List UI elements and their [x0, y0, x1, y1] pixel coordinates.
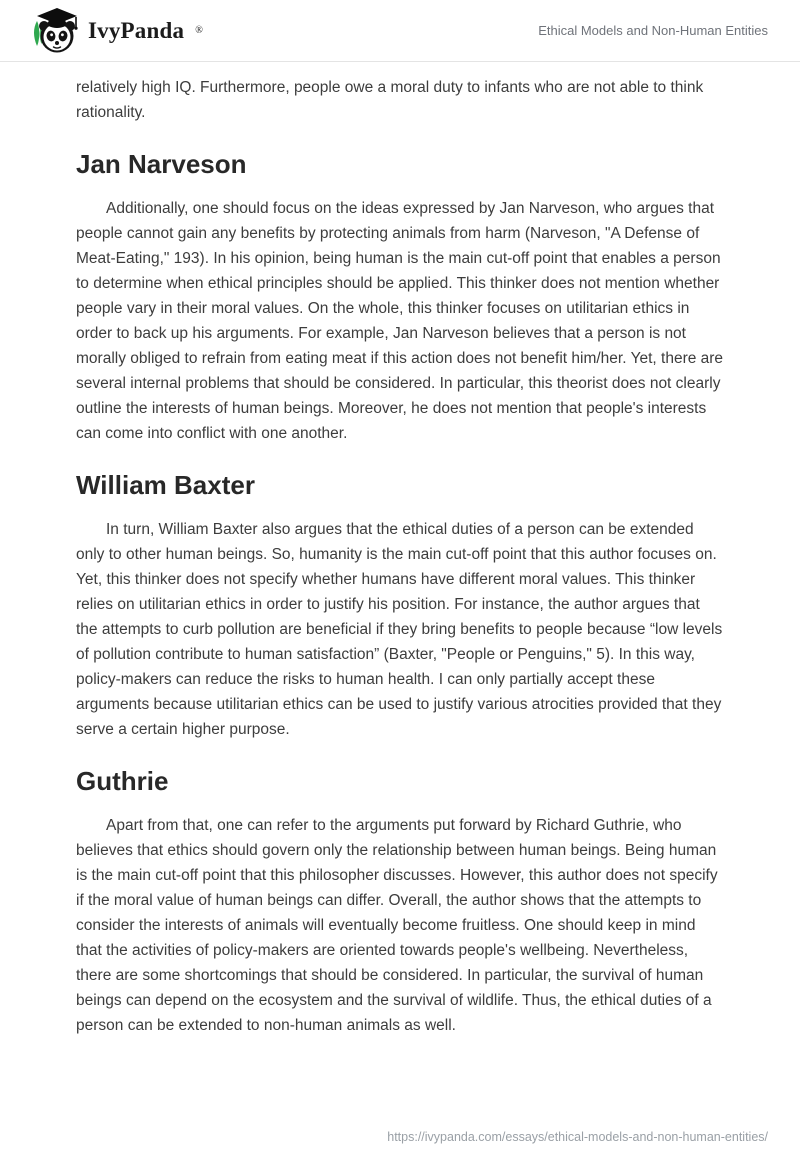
lead-paragraph: relatively high IQ. Furthermore, people owe a moral duty to infants who are not able to think rationality.	[76, 79, 704, 121]
source-url-link[interactable]: https://ivypanda.com/essays/ethical-models-and-non-human-entities/	[387, 1130, 768, 1144]
section-paragraph-jan-narveson: Additionally, one should focus on the ideas expressed by Jan Narveson, who argues that people cannot gain any benefits by protecting animals from harm (Narveson, "A Defense of Meat-Eating," 193). In his opinion, being human is the main cut-off point that enables a person to determine when ethical principles should be applied. This thinker does not mention whether people vary in their moral values. On the whole, this thinker focuses on utilitarian ethics in order to back up his arguments. For example, Jan Narveson believes that a person is not morally obliged to refrain from eating meat if this action does not benefit him/her. Yet, there are several internal problems that should be considered. In particular, this theorist does not clearly outline the interests of human beings. Moreover, he does not mention that people's interests can come into conflict with one another.	[76, 200, 724, 442]
page-header	[0, 0, 800, 62]
essay-content	[0, 62, 800, 1038]
brand-name: IvyPanda	[88, 17, 185, 43]
section-paragraph-guthrie: Apart from that, one can refer to the arguments put forward by Richard Guthrie, who believes that ethics should govern only the relationship between human beings. Being human is the main cut-off point that this philosopher discusses. However, this author does not specify if the moral value of human beings can differ. Overall, the author shows that the attempts to consider the interests of animals will eventually become fruitless. One should keep in mind that the activities of policy-makers are oriented towards people's wellbeing. Nevertheless, there are some shortcomings that should be considered. In particular, the survival of human beings can depend on the ecosystem and the survival of wildlife. Thus, the ethical duties of a person can be extended to non-human animals as well.	[76, 817, 718, 1034]
section-heading-william-baxter: William Baxter	[76, 470, 255, 500]
document-title: Ethical Models and Non-Human Entities	[538, 23, 768, 38]
section-heading-guthrie: Guthrie	[76, 766, 169, 796]
ivypanda-brand[interactable]	[32, 7, 203, 55]
section-heading-jan-narveson: Jan Narveson	[76, 149, 247, 179]
registered-trademark-mark: ®	[195, 25, 203, 36]
section-paragraph-william-baxter: In turn, William Baxter also argues that the ethical duties of a person can be extended only to other human beings. So, humanity is the main cut-off point that this author focuses on. Yet, this thinker does not specify whether humans have different moral values. This thinker relies on utilitarian ethics in order to justify his position. For instance, the author argues that the attempts to curb pollution are beneficial if they bring benefits to people because “low levels of pollution contribute to human satisfaction” (Baxter, "People or Penguins," 5). In this way, policy-makers can reduce the risks to human health. I can only partially accept these arguments because utilitarian ethics can be used to justify various atrocities provided that they serve a certain higher purpose.	[76, 521, 723, 738]
ivypanda-panda-logo-icon	[32, 7, 78, 55]
page-footer	[387, 1128, 768, 1146]
